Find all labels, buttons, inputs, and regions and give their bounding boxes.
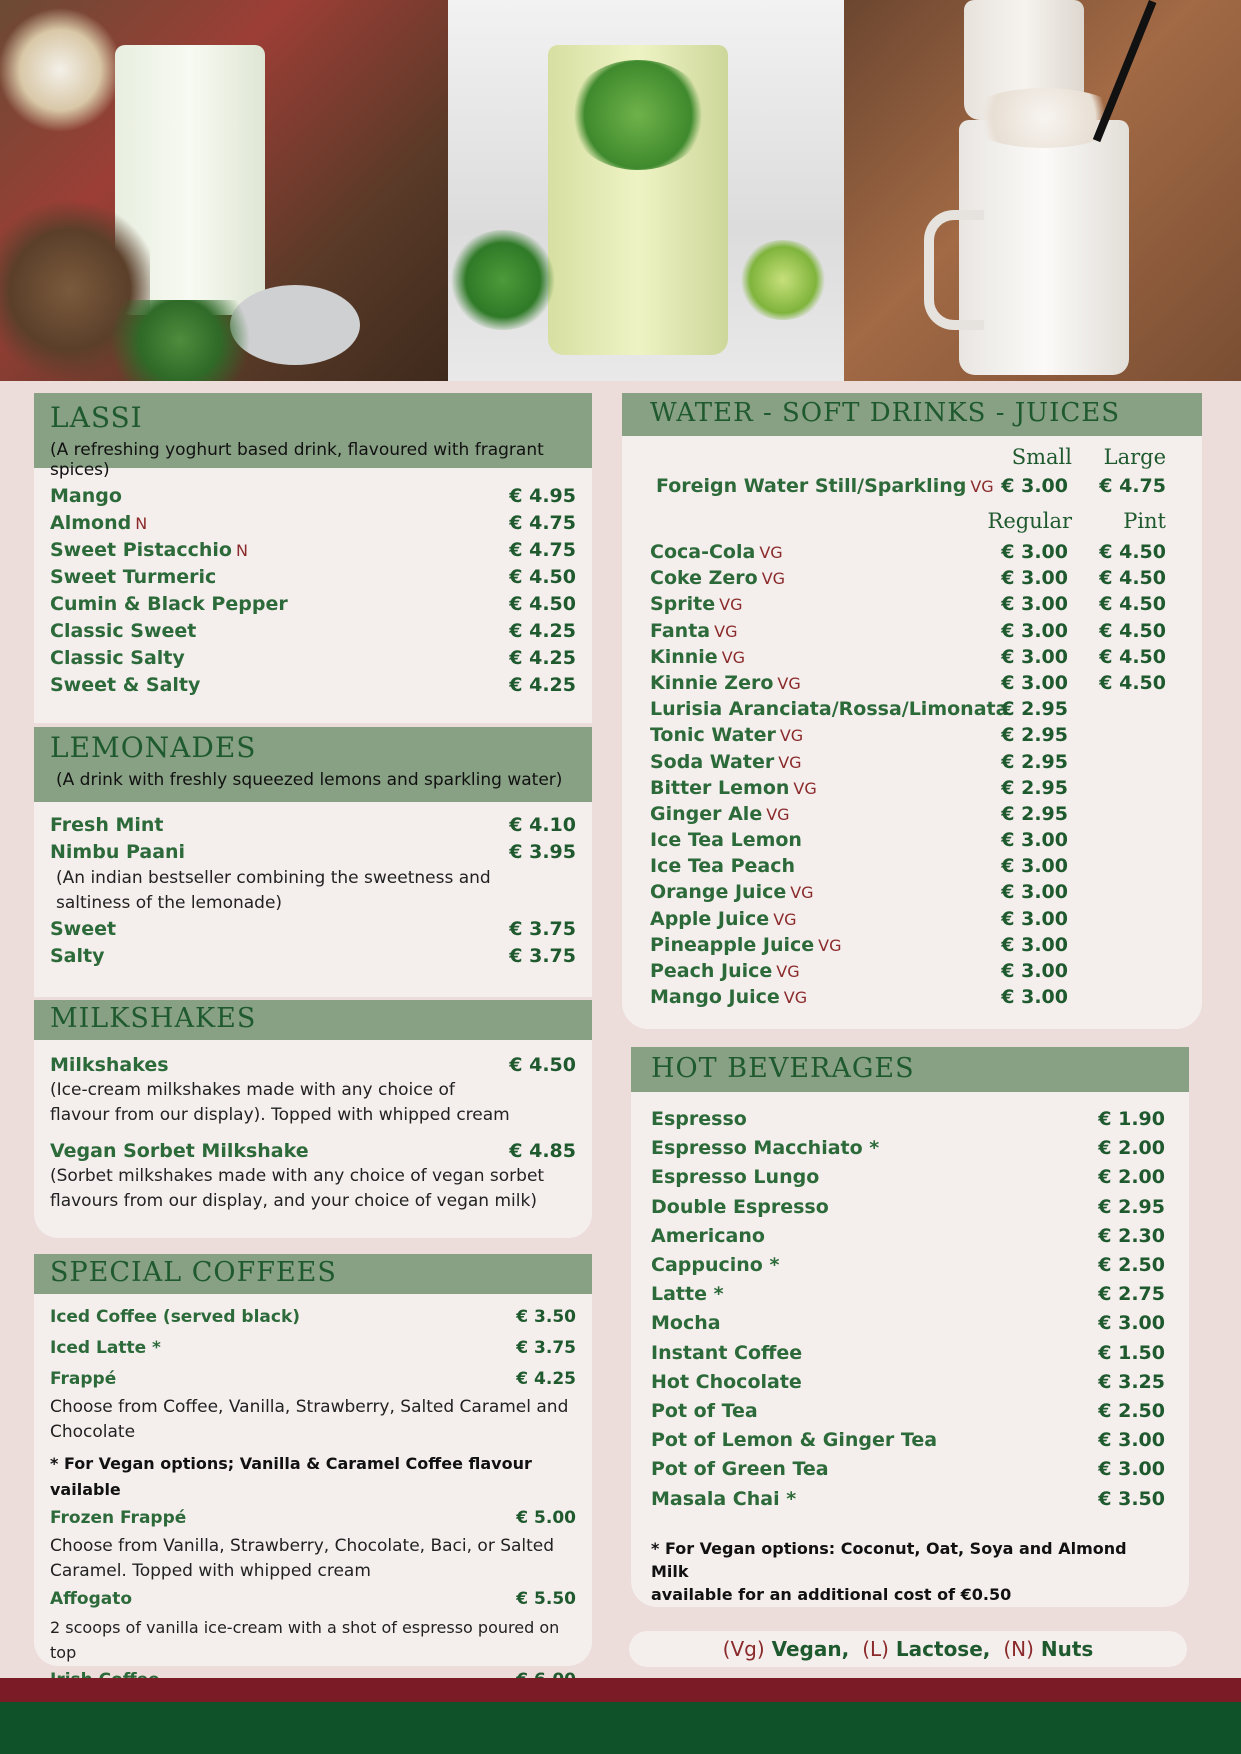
item-description: (An indian bestseller combining the sweetness and — [56, 868, 491, 888]
note-line: * For Vegan options: Coconut, Oat, Soya and Almond Milk — [651, 1539, 1127, 1581]
item-description: flavours from our display, and your choice of vegan milk) — [50, 1191, 537, 1211]
item-name: Sweet & Salty — [50, 674, 201, 696]
item-name: Pot of Green Tea — [651, 1458, 829, 1481]
item-name: Iced Latte * — [50, 1338, 161, 1358]
milkshakes-header — [34, 1000, 592, 1040]
water-header — [622, 393, 1202, 436]
col-small: Small — [1011, 445, 1072, 469]
item-price-regular: € 3.00 — [1001, 855, 1068, 878]
list-item — [50, 1364, 576, 1395]
item-label — [50, 672, 200, 699]
item-description: Choose from Coffee, Vanilla, Strawberry, Salted Caramel and — [50, 1397, 569, 1417]
hot-beverages-title: HOT BEVERAGES — [651, 1053, 915, 1084]
item-name: Almond — [50, 512, 132, 534]
item-name: Apple Juice — [650, 907, 770, 930]
item-tag: VG — [714, 621, 738, 641]
list-item — [656, 475, 1166, 501]
item-price-regular: € 2.95 — [1001, 802, 1068, 825]
item-price-pint: € 4.50 — [1099, 645, 1166, 668]
item-price-regular: € 3.00 — [1001, 671, 1068, 694]
item-name: Cumin & Black Pepper — [50, 593, 288, 615]
list-item — [651, 1368, 1165, 1397]
item-price: € 5.50 — [516, 1589, 576, 1609]
item-description: (Sorbet milkshakes made with any choice of vegan sorbet — [50, 1166, 545, 1186]
item-price-regular: € 3.00 — [1001, 619, 1068, 642]
item-price-pint: € 4.50 — [1099, 593, 1166, 616]
item-price-regular: € 3.00 — [1001, 881, 1068, 904]
item-description: Chocolate — [50, 1422, 136, 1442]
nuts-code: (N) — [1003, 1637, 1034, 1661]
item-name: Tonic Water — [650, 724, 776, 747]
item-name: Sprite — [650, 593, 716, 616]
item-name: Orange Juice — [650, 881, 787, 904]
milkshake-photo — [844, 0, 1241, 381]
item-name: Instant Coffee — [651, 1341, 803, 1364]
item-tag: VG — [783, 988, 808, 1008]
item-name: Hot Chocolate — [651, 1370, 802, 1393]
item-price: € 3.75 — [509, 945, 576, 967]
list-item — [650, 827, 1166, 853]
item-name: Espresso — [651, 1108, 747, 1130]
item-price: € 4.85 — [509, 1140, 576, 1162]
list-item — [50, 672, 576, 699]
item-name: Affogato — [50, 1589, 133, 1609]
item-name: Mocha — [651, 1312, 721, 1335]
item-price-regular: € 3.00 — [1001, 907, 1068, 930]
milkshakes-card — [34, 1000, 592, 1238]
item-price: € 3.50 — [516, 1307, 576, 1327]
item-description: (Ice-cream milkshakes made with any choice of — [50, 1080, 455, 1100]
item-name: Mango Juice — [650, 986, 780, 1009]
item-price: € 4.95 — [509, 485, 576, 507]
item-price: € 4.25 — [509, 620, 576, 642]
item-name: Espresso Macchiato * — [651, 1137, 880, 1160]
item-price: € 4.10 — [509, 814, 576, 836]
item-label — [50, 564, 216, 591]
list-item — [650, 749, 1166, 775]
item-label — [50, 483, 122, 510]
lemonade-photo — [448, 0, 844, 381]
item-price: € 4.50 — [509, 1054, 576, 1076]
item-name: Classic Salty — [50, 647, 185, 669]
item-price: € 2.50 — [1098, 1400, 1165, 1423]
col-pint: Pint — [1123, 509, 1166, 533]
item-price: € 3.50 — [1098, 1487, 1165, 1510]
hot-list — [651, 1105, 1165, 1514]
item-price-pint: € 4.50 — [1099, 619, 1166, 642]
list-item — [50, 564, 576, 591]
item-price: € 2.30 — [1098, 1224, 1165, 1247]
list-item — [50, 943, 576, 970]
item-price: € 3.95 — [509, 841, 576, 863]
list-item — [50, 483, 576, 510]
list-item — [50, 510, 576, 537]
milkshakes-title: MILKSHAKES — [50, 1003, 257, 1034]
item-name: Americano — [651, 1224, 765, 1247]
item-name: Sweet Turmeric — [50, 566, 217, 588]
item-tag: VG — [721, 647, 746, 667]
item-price: € 3.25 — [1098, 1370, 1165, 1393]
item-price: € 2.00 — [1098, 1166, 1165, 1189]
special-coffees-card — [34, 1254, 592, 1666]
item-name: Coca-Cola — [650, 541, 756, 563]
item-tag: VG — [778, 752, 802, 772]
item-name: Pineapple Juice — [650, 933, 815, 956]
lemonades-header — [34, 727, 592, 802]
item-price-pint: € 4.50 — [1099, 671, 1166, 694]
lemonades-subtitle: (A drink with freshly squeezed lemons and sparkling water) — [56, 770, 563, 790]
item-price-regular: € 2.95 — [1001, 750, 1068, 773]
item-price-regular: € 3.00 — [1001, 593, 1068, 616]
item-name: Frozen Frappé — [50, 1508, 187, 1528]
item-name: Ginger Ale — [650, 802, 763, 825]
footer-red-strip — [0, 1678, 1241, 1702]
item-name: Kinnie — [650, 645, 718, 668]
item-price-regular: € 3.00 — [1001, 645, 1068, 668]
item-tag: VG — [790, 883, 814, 903]
item-description: 2 scoops of vanilla ice-cream with a shot of espresso poured on top — [50, 1618, 560, 1662]
lactose-label: Lactose, — [895, 1637, 991, 1661]
item-price-pint: € 4.50 — [1099, 541, 1166, 563]
item-tag: VG — [773, 909, 797, 929]
item-tag: VG — [777, 673, 801, 693]
item-name: Coke Zero — [650, 567, 758, 590]
item-name: Mango — [50, 485, 122, 507]
list-item — [651, 1163, 1165, 1192]
item-name: Lurisia Aranciata/Rossa/Limonata — [650, 698, 1009, 721]
col-large: Large — [1103, 445, 1166, 469]
item-tag: VG — [719, 595, 743, 615]
list-item — [651, 1309, 1165, 1338]
item-price-regular: € 2.95 — [1001, 698, 1068, 721]
list-item — [651, 1397, 1165, 1426]
list-item — [650, 618, 1166, 644]
list-item — [651, 1193, 1165, 1222]
item-description: Caramel. Topped with whipped cream — [50, 1561, 371, 1581]
list-item — [651, 1455, 1165, 1484]
lemonades-card — [34, 727, 592, 997]
item-name: Classic Sweet — [50, 620, 197, 642]
list-item — [651, 1485, 1165, 1514]
list-item — [50, 1333, 576, 1364]
item-price-regular: € 3.00 — [1001, 986, 1068, 1009]
lassi-header — [34, 393, 592, 480]
item-tag: VG — [776, 962, 800, 981]
lassi-title: LASSI — [50, 401, 143, 434]
item-description: Choose from Vanilla, Strawberry, Chocolate, Baci, or Salted — [50, 1536, 555, 1556]
list-item — [650, 539, 1166, 565]
item-price: € 3.00 — [1098, 1458, 1165, 1481]
item-price: € 4.50 — [509, 593, 576, 615]
list-item — [50, 537, 576, 564]
item-name: Kinnie Zero — [650, 671, 774, 694]
item-name: Pot of Lemon & Ginger Tea — [651, 1429, 938, 1452]
item-name: Fanta — [650, 619, 711, 642]
col-regular: Regular — [987, 509, 1072, 533]
item-price-small: € 3.00 — [1001, 475, 1068, 497]
list-item — [650, 775, 1166, 801]
item-price-regular: € 3.00 — [1001, 541, 1068, 563]
list-item — [650, 801, 1166, 827]
item-price: € 4.25 — [509, 647, 576, 669]
item-price: € 4.75 — [509, 512, 576, 534]
lassi-subtitle: (A refreshing yoghurt based drink, flavoured with fragrant spices) — [50, 440, 544, 480]
item-price: € 2.50 — [1098, 1254, 1165, 1277]
list-item — [50, 916, 576, 943]
item-price: € 4.25 — [516, 1369, 576, 1389]
list-item — [650, 670, 1166, 696]
list-item — [650, 984, 1166, 1010]
item-name: Iced Coffee (served black) — [50, 1307, 301, 1327]
allergen-legend — [629, 1631, 1187, 1667]
list-item — [50, 1302, 576, 1333]
vegan-code: (Vg) — [722, 1637, 765, 1661]
item-name: Double Espresso — [651, 1195, 829, 1218]
item-price: € 3.00 — [1098, 1312, 1165, 1335]
item-name: Salty — [50, 945, 105, 967]
item-description: flavour from our display). Topped with whipped cream — [50, 1105, 510, 1125]
hot-vegan-note — [651, 1537, 1169, 1606]
item-price-regular: € 2.95 — [1001, 776, 1068, 799]
vegan-label: Vegan, — [771, 1637, 850, 1661]
item-name: Latte * — [651, 1283, 724, 1306]
nuts-label: Nuts — [1040, 1637, 1094, 1661]
special-coffees-header — [34, 1254, 592, 1294]
item-price: € 2.95 — [1098, 1195, 1165, 1218]
list-item — [651, 1222, 1165, 1251]
list-item — [50, 1052, 576, 1078]
list-item — [50, 591, 576, 618]
list-item — [651, 1105, 1165, 1134]
photo-banner — [0, 0, 1241, 381]
item-price: € 3.75 — [509, 918, 576, 940]
item-price-regular: € 3.00 — [1001, 829, 1068, 852]
list-item — [650, 722, 1166, 748]
item-price: € 4.25 — [509, 674, 576, 696]
item-label — [50, 645, 185, 672]
item-price: € 3.75 — [516, 1338, 576, 1358]
item-price-regular: € 2.95 — [1001, 724, 1068, 747]
list-item — [651, 1134, 1165, 1163]
vegan-note: * For Vegan options; Vanilla & Caramel Coffee flavour vailable — [50, 1454, 532, 1499]
item-price-regular: € 3.00 — [1001, 567, 1068, 590]
item-name: Frappé — [50, 1369, 117, 1389]
list-item — [651, 1339, 1165, 1368]
list-item — [50, 839, 576, 866]
list-item — [650, 591, 1166, 617]
item-name: Milkshakes — [50, 1054, 169, 1076]
list-item — [50, 618, 576, 645]
lemonades-title: LEMONADES — [50, 731, 257, 764]
item-name: Ice Tea Lemon — [650, 829, 802, 852]
item-price: € 2.75 — [1098, 1283, 1165, 1306]
item-price-large: € 4.75 — [1099, 475, 1166, 497]
item-name: Foreign Water Still/Sparkling — [656, 475, 967, 497]
special-coffees-title: SPECIAL COFFEES — [50, 1257, 337, 1288]
note-line: available for an additional cost of €0.50 — [651, 1585, 1012, 1604]
item-price: € 4.75 — [509, 539, 576, 561]
item-name: Pot of Tea — [651, 1400, 758, 1423]
lactose-code: (L) — [862, 1637, 889, 1661]
list-item — [50, 1138, 576, 1164]
item-price: € 5.00 — [516, 1508, 576, 1528]
item-name: Espresso Lungo — [651, 1166, 820, 1189]
hot-beverages-header — [631, 1047, 1189, 1092]
item-price-regular: € 3.00 — [1001, 933, 1068, 956]
item-label — [50, 537, 248, 564]
list-item — [650, 853, 1166, 879]
list-item — [650, 879, 1166, 905]
item-price: € 3.00 — [1098, 1429, 1165, 1452]
item-tag: VG — [818, 935, 842, 955]
item-label — [50, 510, 147, 537]
hot-beverages-card — [631, 1047, 1189, 1607]
list-item — [650, 958, 1166, 984]
lassi-photo — [0, 0, 448, 381]
list-item — [50, 812, 576, 839]
item-price-pint: € 4.50 — [1099, 567, 1166, 590]
list-item — [650, 644, 1166, 670]
item-name: Peach Juice — [650, 960, 773, 982]
item-name: Soda Water — [650, 750, 775, 773]
item-name: Fresh Mint — [50, 814, 164, 836]
item-label — [50, 591, 288, 618]
item-price: € 2.00 — [1098, 1137, 1165, 1160]
item-name: Sweet Pistacchio — [50, 539, 232, 561]
item-price-regular: € 3.00 — [1001, 960, 1068, 982]
item-name: Cappucino * — [651, 1254, 780, 1277]
list-item — [50, 1503, 576, 1534]
lassi-list — [50, 483, 576, 699]
list-item — [650, 696, 1166, 722]
list-item — [651, 1426, 1165, 1455]
item-name: Nimbu Paani — [50, 841, 186, 863]
list-item — [50, 645, 576, 672]
item-tag: VG — [761, 569, 786, 589]
lassi-card — [34, 393, 592, 723]
list-item — [50, 1584, 576, 1615]
item-name: Ice Tea Peach — [650, 855, 796, 878]
item-tag: N — [135, 514, 148, 533]
item-tag: VG — [793, 778, 817, 798]
list-item — [650, 906, 1166, 932]
water-card — [622, 393, 1202, 1029]
list-item — [650, 932, 1166, 958]
list-item — [650, 565, 1166, 591]
item-price: € 1.90 — [1098, 1108, 1165, 1130]
item-label — [50, 618, 196, 645]
list-item — [651, 1251, 1165, 1280]
item-tag: N — [235, 541, 248, 560]
item-tag: VG — [970, 477, 994, 496]
item-tag: VG — [766, 804, 790, 824]
water-list — [650, 539, 1166, 1010]
item-tag: VG — [759, 543, 783, 562]
item-name: Sweet — [50, 918, 117, 940]
item-name: Bitter Lemon — [650, 776, 790, 799]
water-title: WATER - SOFT DRINKS - JUICES — [650, 398, 1121, 428]
item-name: Vegan Sorbet Milkshake — [50, 1140, 309, 1162]
item-price: € 4.50 — [509, 566, 576, 588]
item-price: € 1.50 — [1098, 1341, 1165, 1364]
list-item — [651, 1280, 1165, 1309]
item-name: Masala Chai * — [651, 1487, 797, 1510]
footer-green-strip — [0, 1702, 1241, 1754]
item-description: saltiness of the lemonade) — [56, 893, 283, 913]
item-tag: VG — [779, 726, 804, 746]
